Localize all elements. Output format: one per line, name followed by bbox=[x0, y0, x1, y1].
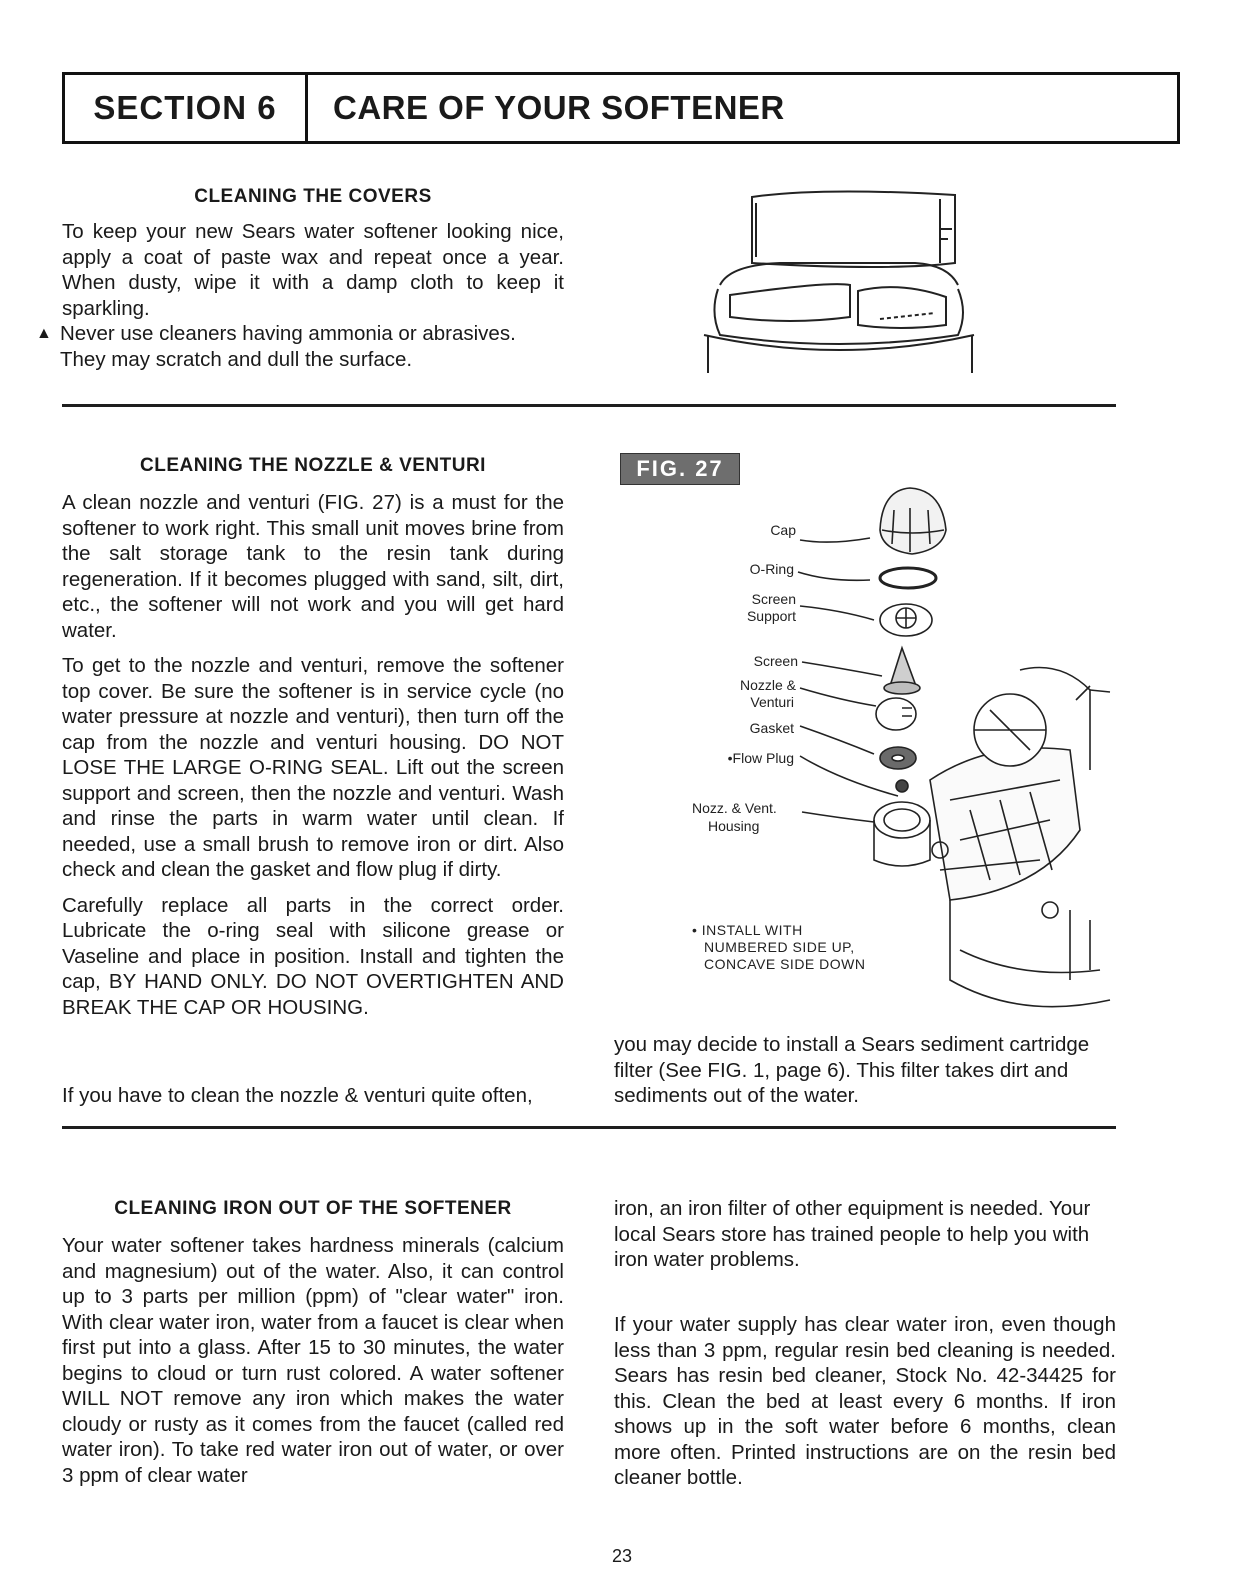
install-note-2: NUMBERED SIDE UP, bbox=[704, 939, 855, 955]
warning-icon: ▲ bbox=[36, 325, 52, 342]
iron-paragraph-1: Your water softener takes hardness minerals (calcium and magnesium) out of the water. Also, it can control up to 3 parts per million (ppm) of "clear water" iron. With clear water iron, water from a faucet is clear when first put into a glass. After 15 to 30 minutes, the water begins to cloud or turn rust colored. A water softener WILL NOT remove any iron which makes the water cloudy or rusty as it comes from the faucet (called red water iron). To take red water iron out of water, or over 3 ppm of clear water bbox=[62, 1234, 564, 1487]
label-nozzle-2: Venturi bbox=[750, 694, 794, 710]
nozzle-paragraph-2: To get to the nozzle and venturi, remove the softener top cover. Be sure the softener is in service cycle (no water pressure at nozzle and venturi), then turn off the cap from the nozzle and venturi housing. DO NOT LOSE THE LARGE O-RING SEAL. Lift out the screen support and screen, then the nozzle and venturi. Wash and rinse the parts in warm water until clean. If needed, use a small brush to remove iron or dirt. Also check and clean the gasket and flow plug if dirty. bbox=[62, 654, 564, 881]
section-header bbox=[62, 72, 1180, 144]
covers-warning-text: Never use cleaners having ammonia or abrasives. They may scratch and dull the surface. bbox=[60, 322, 516, 371]
label-housing-1: Nozz. & Vent. bbox=[692, 800, 777, 816]
nozzle-section bbox=[62, 455, 564, 1020]
covers-warning bbox=[36, 321, 564, 372]
nozzle-paragraph-3: Carefully replace all parts in the correct order. Lubricate the o-ring seal with silicone grease or Vaseline and place in position. Install and tighten the cap, BY HAND ONLY. DO NOT OVERTIGHTEN AND BREAK THE CAP OR HOUSING. bbox=[62, 893, 564, 1019]
install-note-1: • INSTALL WITH bbox=[692, 922, 803, 938]
covers-heading: CLEANING THE COVERS bbox=[194, 186, 432, 207]
iron-section bbox=[62, 1198, 564, 1488]
iron-paragraph-3: If your water supply has clear water iron, even though less than 3 ppm, regular resin bed cleaning is needed. Sears has resin bed cleaner, Stock No. 42-34425 for this. Clean the bed at least every 6 months. If iron shows up in the soft water before 6 months, clean more often. Printed instructions are on the resin bed cleaner bottle. bbox=[614, 1313, 1116, 1489]
label-screen-support-2: Support bbox=[746, 608, 796, 624]
iron-paragraph-2: iron, an iron filter of other equipment is needed. Your local Sears store has trained people to help you with iron water problems. bbox=[614, 1197, 1091, 1271]
nozzle-paragraph-1: A clean nozzle and venturi (FIG. 27) is a must for the softener to work right. This small unit moves brine from the salt storage tank to the resin tank during regeneration. If it becomes plugged with sand, silt, dirt, etc., the softener will not work and you will get hard water. bbox=[62, 491, 564, 642]
install-note-3: CONCAVE SIDE DOWN bbox=[704, 956, 866, 972]
softener-cover-illustration bbox=[690, 185, 990, 377]
page-number: 23 bbox=[611, 1546, 633, 1566]
label-gasket: Gasket bbox=[749, 720, 794, 736]
nozzle-venturi-diagram bbox=[790, 480, 1120, 1020]
label-screen: Screen bbox=[753, 653, 798, 669]
label-flow-plug: •Flow Plug bbox=[727, 750, 794, 766]
label-cap: Cap bbox=[770, 522, 796, 538]
label-housing-2: Housing bbox=[708, 818, 760, 834]
section-title: CARE OF YOUR SOFTENER bbox=[333, 89, 785, 126]
figure-tag: FIG. 27 bbox=[620, 453, 740, 485]
nozzle-paragraph-5: you may decide to install a Sears sediment cartridge filter (See FIG. 1, page 6). This filter takes dirt and sediments out of the water. bbox=[614, 1033, 1090, 1107]
covers-paragraph: To keep your new Sears water softener looking nice, apply a coat of paste wax and repeat once a year. When dusty, wipe it with a damp cloth to keep it sparkling. bbox=[62, 220, 564, 320]
divider bbox=[62, 1126, 1116, 1129]
nozzle-paragraph-4: If you have to clean the nozzle & venturi quite often, bbox=[62, 1084, 533, 1107]
nozzle-heading: CLEANING THE NOZZLE & VENTURI bbox=[140, 455, 486, 476]
label-nozzle-1: Nozzle & bbox=[739, 677, 796, 693]
label-o-ring: O-Ring bbox=[749, 561, 794, 577]
divider bbox=[62, 404, 1116, 407]
iron-heading: CLEANING IRON OUT OF THE SOFTENER bbox=[114, 1198, 512, 1219]
covers-section bbox=[36, 186, 564, 372]
label-screen-support-1: Screen bbox=[751, 591, 796, 607]
section-number: SECTION 6 bbox=[65, 75, 308, 141]
